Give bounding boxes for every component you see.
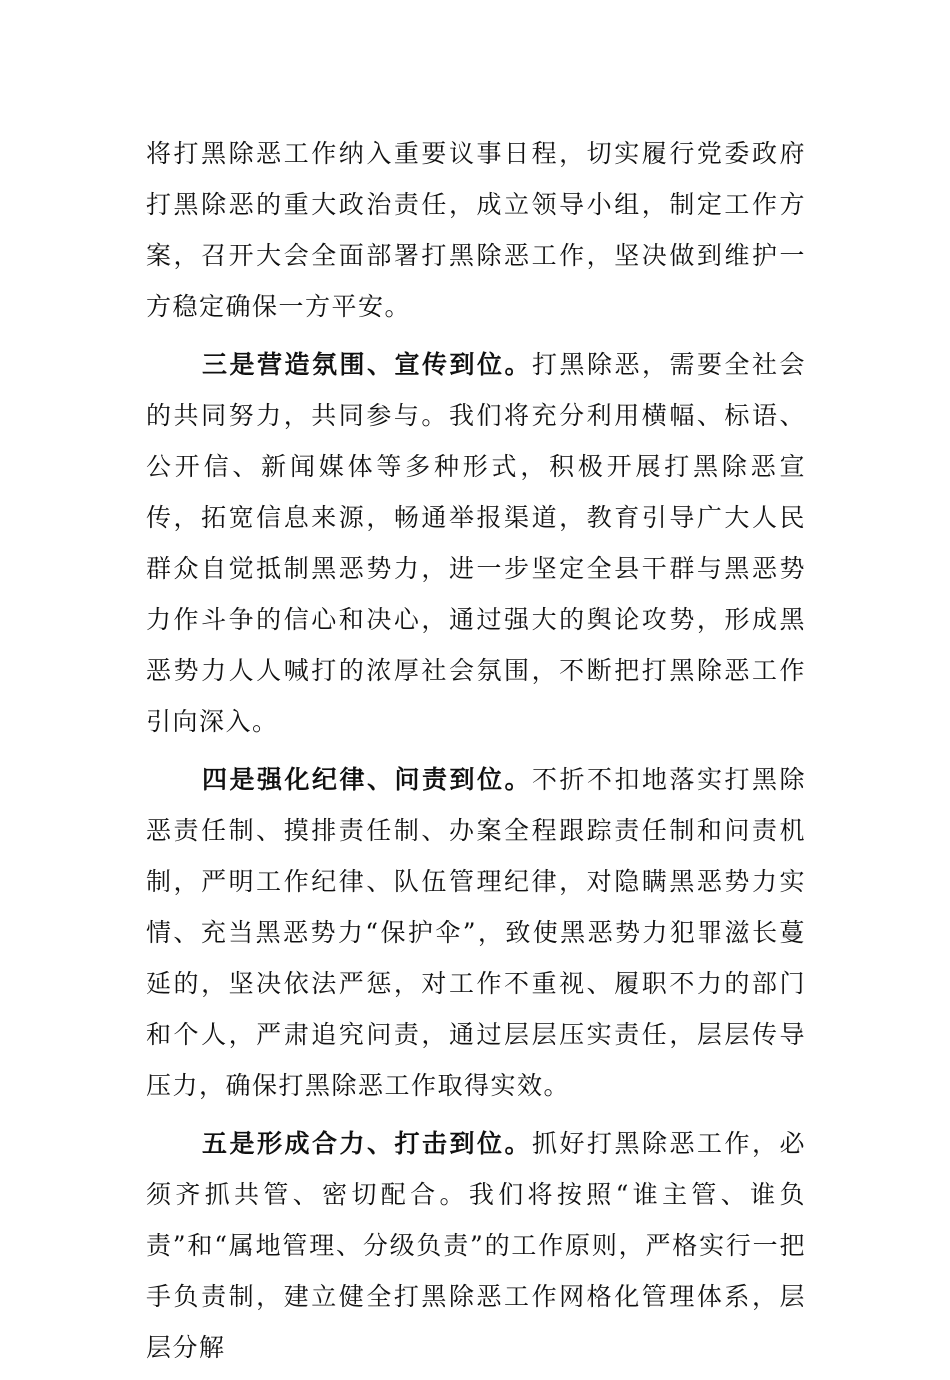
- paragraph-text: 抓好打黑除恶工作，必须齐抓共管、密切配合。我们将按照“谁主管、谁负责”和“属地管理、分级负责”的工作原则，严格实行一把手负责制，建立健全打黑除恶工作网格化管理体系，层层分解: [146, 1129, 806, 1362]
- paragraph-text: 将打黑除恶工作纳入重要议事日程，切实履行党委政府打黑除恶的重大政治责任，成立领导小组，制定工作方案，召开大会全面部署打黑除恶工作，坚决做到维护一方稳定确保一方平安。: [146, 139, 806, 321]
- paragraph-three: [146, 339, 806, 747]
- paragraph-heading: 五是形成合力、打击到位。: [202, 1129, 532, 1158]
- paragraph-heading: 三是营造氛围、宣传到位。: [202, 350, 532, 379]
- paragraph-heading: 四是强化纪律、问责到位。: [202, 765, 532, 794]
- paragraph-four: [146, 754, 806, 1111]
- paragraph-text: 打黑除恶，需要全社会的共同努力，共同参与。我们将充分利用横幅、标语、公开信、新闻媒体等多种形式，积极开展打黑除恶宣传，拓宽信息来源，畅通举报渠道，教育引导广大人民群众自觉抵制黑恶势力，进一步坚定全县干群与黑恶势力作斗争的信心和决心，通过强大的舆论攻势，形成黑恶势力人人喊打的浓厚社会氛围，不断把打黑除恶工作引向深入。: [146, 350, 806, 736]
- document-body: [146, 128, 806, 1380]
- paragraph-continuation: [146, 128, 806, 332]
- paragraph-text: 不折不扣地落实打黑除恶责任制、摸排责任制、办案全程跟踪责任制和问责机制，严明工作纪律、队伍管理纪律，对隐瞒黑恶势力实情、充当黑恶势力“保护伞”，致使黑恶势力犯罪滋长蔓延的，坚决依法严惩，对工作不重视、履职不力的部门和个人，严肃追究问责，通过层层压实责任，层层传导压力，确保打黑除恶工作取得实效。: [146, 765, 806, 1100]
- paragraph-five: [146, 1118, 806, 1373]
